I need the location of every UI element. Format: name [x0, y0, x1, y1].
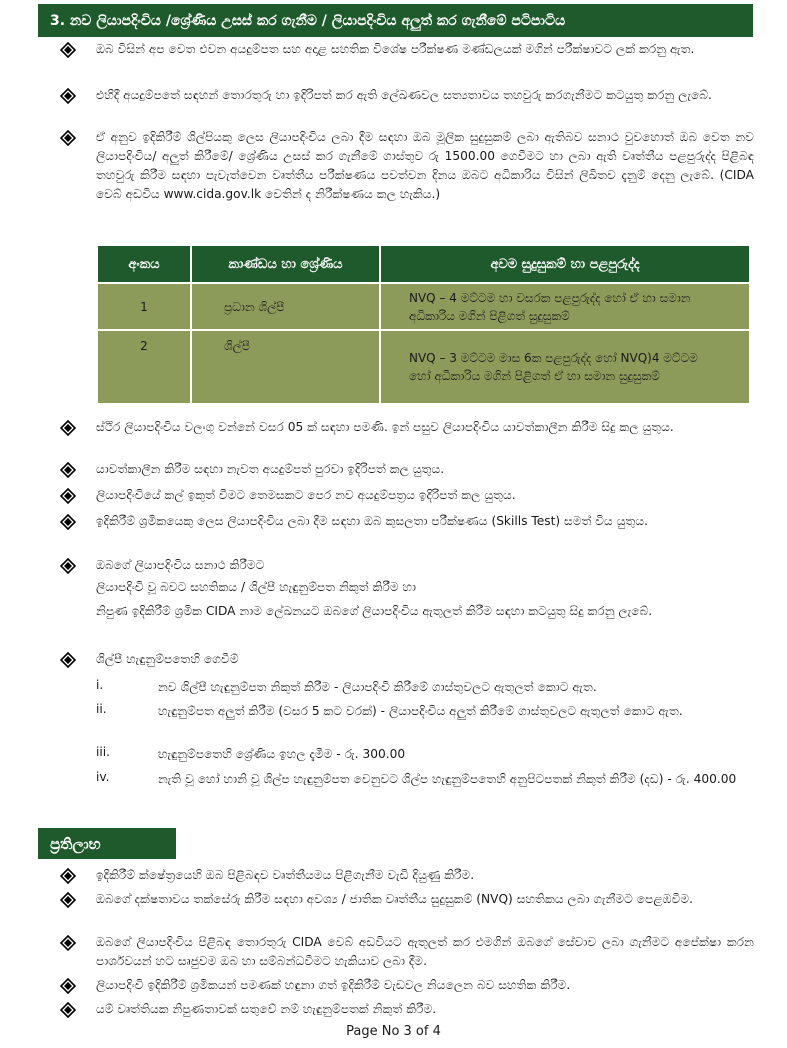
paragraph: එහිදී අයදුම්පතේ සඳහන් තොරතුරු හා ඉදිරිපත් කර ඇති ලේඛණවල සත්‍යතාවය තහවුරු කරගැනීමට කටයුතු කරනු ලැබේ. [96, 88, 712, 102]
paragraph: යාවත්කාලීන කිරීම සඳහා නැවත අයදුම්පත් පුරවා ඉදිරිපත් කල යුතුය. [96, 462, 445, 476]
fee-number: iii. [96, 745, 111, 759]
fee-text: නව ශිල්පී හැඳුනුම්පත නිකුත් කිරීම - ලියාපදිංචි කිරීමේ ගාස්තුවලට ඇතුලත් කොට ඇත. [158, 680, 597, 694]
table-cell: 1 [97, 283, 191, 330]
table-row [97, 330, 750, 404]
benefits-heading-text: ප්‍රතිලාභ [50, 834, 101, 853]
bullet-icon [60, 558, 78, 576]
paragraph: ඉදිකිරීම් ශ්‍රමිකයෙකු ලෙස ලියාපදිංචිය ලබා දීම සඳහා ඔබ කුසලතා පරීක්ෂණය (Skills Test) සමත් විය යුතුය. [96, 514, 648, 528]
fee-number: ii. [96, 702, 107, 716]
table-cell: NVQ – 4 මට්ටම හා වසරක පළපුරුද්ද හෝ ඒ හා සමාන අධිකාරිය මගින් පිළිගත් සුදුසුකම් [380, 283, 750, 330]
bullet-icon [60, 88, 78, 106]
table-row [97, 283, 750, 330]
column-header: කාණ්ඩය හා ශ්‍රේණිය [191, 245, 380, 283]
fee-text: හැඳුනුම්පතෙහි ශ්‍රේණිය ඉහල දැමීම - රු. 300.00 [158, 747, 406, 761]
bullet-icon [60, 42, 78, 60]
confirm-line: නිපුණ ඉදිකිරීම් ශ්‍රමික CIDA නාම ලේඛනයට ඔබගේ ලියාපදිංචිය ඇතුලත් කිරීම සඳහා කටයුතු සිදු කරනු ලැබේ. [96, 604, 653, 618]
table-cell: ශිල්පී [191, 330, 380, 404]
bullet-icon [60, 892, 78, 910]
fee-text: නැති වූ හෝ හානි වූ ශිල්ප හැඳුනුම්පත වෙනුවට ශිල්ප හැඳුනුම්පතෙහි අනුපිටපතක් නිකුත් කිරීම (දඩ) - රු. 400.00 [158, 772, 737, 786]
section-heading-text: 3. නව ලියාපදිංචිය /ශ්‍රේණිය උසස් කර ගැනීම / ලියාපදිංචිය අලුත් කර ගැනීමේ පටිපාටිය [50, 12, 566, 29]
bullet-icon [60, 978, 78, 996]
confirm-title: ඔබගේ ලියාපදිංචිය සනාථ කිරීමට [96, 558, 265, 572]
paragraph: ස්ථිර ලියාපදිංචිය වලංගු වන්නේ වසර 05 ක් සඳහා පමණි. ඉන් පසුව ලියාපදිංචිය යාවත්කාලීන කිරීම සිදු කල යුතුය. [96, 420, 674, 434]
requirements-table [96, 244, 751, 405]
benefits-heading [38, 828, 176, 859]
fee-number: iv. [96, 770, 110, 784]
paragraph: ඒ අනුව ඉදිකිරීම් ශිල්පියකු ලෙස ලියාපදිංචිය ලබා දීම සඳහා ඔබ මූලික සුදුසුකම් ලබා ඇතිබව සනාථ වුවහොත් ඔබ වෙත නව ලියාපදිංචිය/ අලුත් කිරීමේ/ ශ්‍රේණිය උසස් කර ගැනීමේ ගාස්තුව රු 1500.00 ගෙවීමට හා ලබා ඇති වෘත්තීය පළපුරුද්ද පිළිබඳ තහවුරු කිරීම සඳහා පැවැත්වෙන වෘත්තීය පරීක්ෂණය පවත්වන දිනය ඔබට අධිකාරිය විසින් ලිඛිතව දැනුම් දෙනු ලැබේ. (CIDA වෙබ් අඩවිය www.cida.gov.lk වෙතින් ද නිරීක්ෂණය කල හැකිය.) [96, 130, 754, 201]
section-heading [38, 4, 753, 37]
fee-text: හැඳුනුම්පත අලුත් කිරීම (වසර 5 කට වරක්) - ලියාපදිංචිය අලුත් කිරීමේ ගාස්තුවලට ඇතුලත් කොට ඇත. [158, 704, 683, 718]
paragraph: ඔබගේ ලියාපදිංචිය පිළිබඳ තොරතුරු CIDA වෙබ් අඩවියට ඇතුලත් කර එමගින් ඔබගේ සේවාව ලබා ගැනීමට අපේක්ෂා කරන පාර්ශවයන් හට සෘජුවම ඔබ හා සම්බන්ධවීමට හැකියාව ලබා දීම. [96, 935, 754, 968]
paragraph: ඉදිකිරීම් ක්ෂේත්‍රයෙහි ඔබ පිළිබඳව වෘත්තීයමය පිළිගැනීම වැඩි දියුණු කිරීම. [96, 868, 475, 882]
bullet-icon [60, 935, 78, 953]
page-number: Page No 3 of 4 [346, 1024, 441, 1039]
table-cell: ප්‍රධාන ශිල්පී [191, 283, 380, 330]
bullet-icon [60, 1002, 78, 1020]
paragraph: ලියාපදිංචියේ කල් ඉකුත් වීමට තෙමසකට පෙර නව අයදුම්පත්‍රය ඉදිරිපත් කල යුතුය. [96, 488, 516, 502]
bullet-icon [60, 652, 78, 670]
table-cell: 2 [97, 330, 191, 404]
fee-number: i. [96, 678, 104, 692]
paragraph: යම් වෘත්තියක නිපුණතාවක් සතුවේ නම් හැඳුනුම්පතක් නිකුත් කිරීම. [96, 1002, 437, 1016]
bullet-icon [60, 488, 78, 506]
paragraph: ඔබගේ දක්ෂතාවය තක්සේරු කිරීම සඳහා අවශ්‍ය / ජාතික වෘත්තීය සුදුසුකම් (NVQ) සහතිකය ලබා ගැනීමට පෙළඹවීම. [96, 892, 694, 906]
bullet-icon [60, 514, 78, 532]
fees-title: ශිල්පී හැඳුනුම්පතෙහි ගෙවීම් [96, 652, 239, 666]
paragraph: ලියාපදිංචි ඉදිකිරීම් ශ්‍රමිකයන් පමණක් හඳුනා ගත් ඉදිකිරීම් වැඩවල නියලෙන බව සහතික කිරීම. [96, 978, 571, 992]
column-header: අවම සුදුසුකම් හා පළපුරුද්ද [380, 245, 750, 283]
table-header-row [97, 245, 750, 283]
bullet-icon [60, 868, 78, 886]
column-header: අංකය [97, 245, 191, 283]
bullet-icon [60, 420, 78, 438]
confirm-line: ලියාපදිංචි වූ බවට සහතිකය / ශිල්පී හැඳුනුම්පත නිකුත් කිරීම හා [96, 580, 417, 594]
table-cell: NVQ – 3 මට්ටම මාස 6ක පළපුරුද්ද හෝ NVQ)4 මට්ටම හෝ අධිකාරිය මගින් පිළිගත් ඒ හා සමාන සුදුසුකම් [380, 330, 750, 404]
bullet-icon [60, 462, 78, 480]
paragraph: ඔබ විසින් අප වෙත එවන අයදුම්පත සහ අදාළ සහතික විශේෂ පරීක්ෂණ මණ්ඩලයක් මගින් පරීක්ෂාවට ලක් කරනු ඇත. [96, 42, 695, 56]
bullet-icon [60, 130, 78, 148]
